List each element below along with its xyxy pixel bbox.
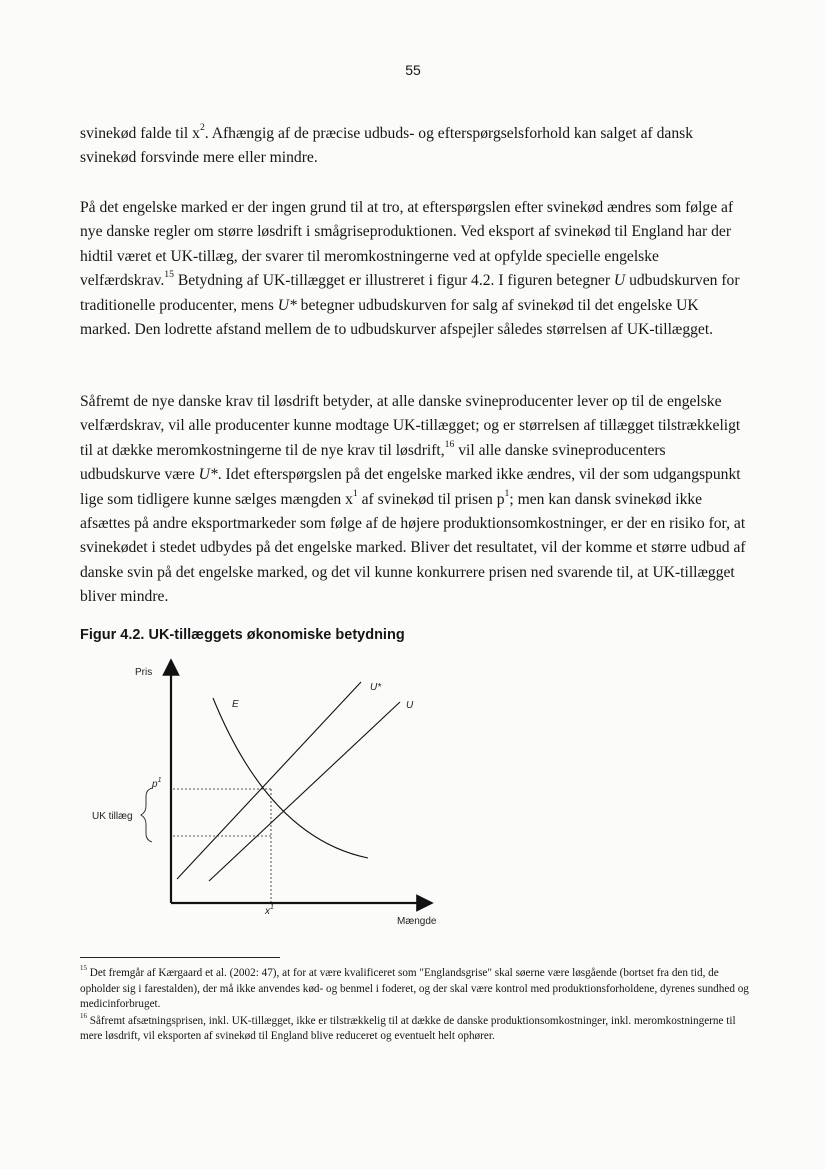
price-label: $p^1$ bbox=[152, 777, 162, 790]
paragraph-2: På det engelske marked er der ingen grund til at tro, at efterspørgslen efter svinekød ændres som følge af nye danske regler om større løsdrift i smågriseproduktionen. Ved eksport af svinekød til England har der hidtil været et UK-tillæg, der svarer til meromkostningerne ved at opfylde specielle engelske velfærdskrav.$^{15}$ Betydning af UK-tillægget er illustreret i figur 4.2. I figuren betegner U udbudskurven for traditionelle producenter, mens U* betegner udbudskurven for salg af svinekød til det engelske UK marked. Den lodrette afstand mellem de to udbudskurver afspejler således størrelsen af UK-tillægget. bbox=[80, 199, 740, 339]
footnotes bbox=[80, 963, 750, 1046]
quantity-label: $x^1$ bbox=[265, 904, 274, 917]
paragraph-1: svinekød falde til $x^2$. Afhængig af de præcise udbuds- og efterspørgselsforhold kan salget af dansk svinekød forsvinde mere eller mindre. bbox=[80, 121, 694, 167]
curve-e-label: E bbox=[232, 699, 239, 710]
curve-u-label: U bbox=[406, 700, 414, 711]
figure-title: Figur 4.2. UK-tillæggets økonomiske betydning bbox=[80, 627, 405, 643]
uk-tillaeg-brace bbox=[141, 788, 152, 842]
page-number: 55 bbox=[405, 62, 421, 78]
y-axis-label: Pris bbox=[135, 667, 153, 678]
footnote-ref-15: 15 bbox=[164, 269, 174, 281]
supply-curve-ustar bbox=[177, 682, 361, 879]
footnote-ref-16: 16 bbox=[444, 438, 455, 450]
supply-curve-u bbox=[209, 702, 400, 881]
demand-curve-e bbox=[213, 698, 368, 858]
paragraph-3: Såfremt de nye danske krav til løsdrift betyder, at alle danske svineproducenter lever op til de engelske velfærdskrav, vil alle producenter kunne modtage UK-tillægget; og er størrelsen af tillægget tilstrækkeligt til at dække meromkostningerne til de nye krav til løsdrift,$^{16}$ vil alle danske svineproducenters udbudskurve være U*. Idet efterspørgslen på det engelske marked ikke ændres, vil der som udgangspunkt lige som tidligere kunne sælges mængden $x^1$ af svinekød til prisen $p^1$; men kan dansk svinekød ikke afsættes på andre eksportmarkeder som følge af de højere produktionsomkostninger, er der en risiko for, at svinekødet i stedet udbydes på det engelske marked. Bliver det resultatet, vil der komme et større udbud af danske svin på det engelske marked, og det vil kunne konkurrere prisen ned svarende til, at UK-tillægget bliver mindre. bbox=[80, 393, 746, 606]
curve-ustar-label: U* bbox=[370, 682, 382, 693]
footnote-16: $^{16}$ Såfremt afsætningsprisen, inkl. UK-tillægget, ikke er tilstrækkelig til at dække de danske produktionsomkostninger, inkl. meromkostningerne til mere løsdrift, vil eksporten af svinekød til England blive reduceret og eventuelt helt ophører. bbox=[80, 1011, 736, 1043]
footnote-15: $^{15}$ Det fremgår af Kærgaard et al. (2002: 47), at for at være kvalificeret som "Englandsgrise" skal søerne være løsgående (bortset fra den tid, de opholder sig i farestalden), der må ikke anvendes kød- og benmel i foderet, og der skal være kontrol med produktionsforholdene, dyrenes sundhed og medicinforbruget. bbox=[80, 963, 749, 1011]
footnote-separator bbox=[80, 957, 280, 958]
uk-tillaeg-label: UK tillæg bbox=[92, 811, 133, 822]
x-axis-label: Mængde bbox=[397, 916, 437, 927]
